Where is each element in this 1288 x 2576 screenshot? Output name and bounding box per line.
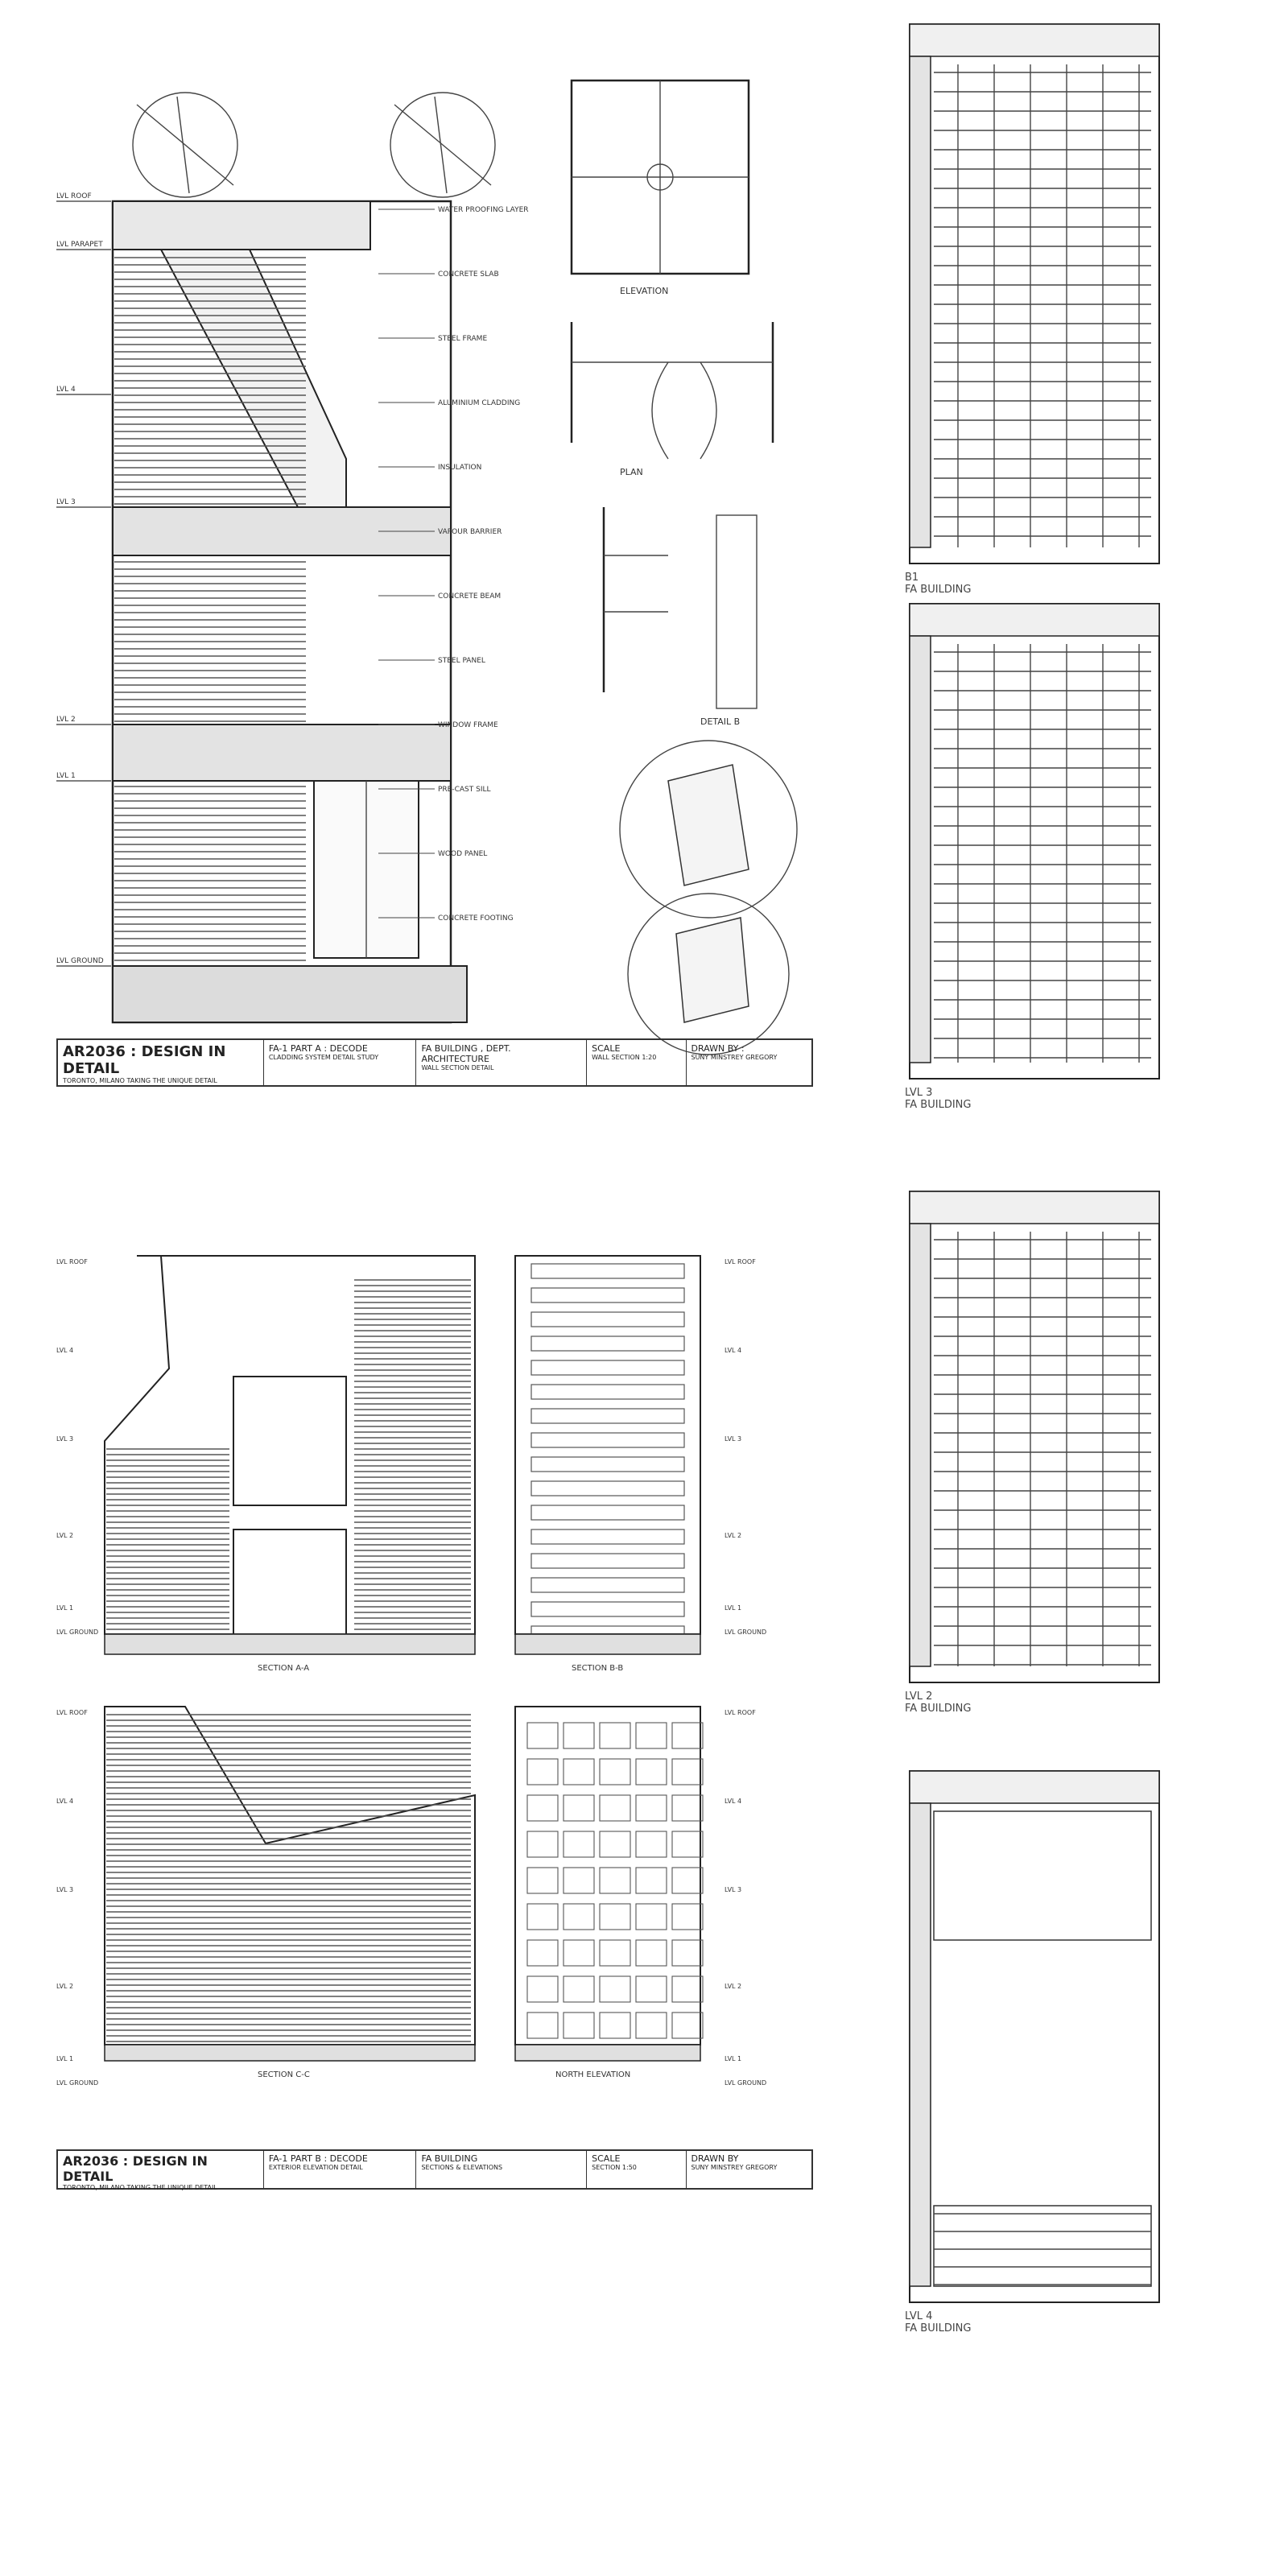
scale-value: WALL SECTION 1:20 bbox=[592, 1054, 657, 1061]
north-elevation-label: NORTH ELEVATION bbox=[555, 2070, 631, 2079]
level-label: LVL GROUND bbox=[56, 1629, 99, 1636]
drawn-by-label: DRAWN BY bbox=[691, 2153, 739, 2164]
building-label: FA BUILDING bbox=[421, 2153, 478, 2164]
level-label: LVL GROUND bbox=[724, 1629, 767, 1636]
panel-lvl2-building: FA BUILDING bbox=[905, 1703, 972, 1715]
scale-cell bbox=[587, 2151, 686, 2188]
panel-lvl2-drawing bbox=[902, 1183, 1167, 1690]
plan-label: PLAN bbox=[620, 467, 643, 477]
level-label: LVL 4 bbox=[56, 1798, 74, 1805]
scale-label: SCALE bbox=[592, 1043, 621, 1054]
level-label: LVL GROUND bbox=[56, 2079, 99, 2087]
part-sublabel: EXTERIOR ELEVATION DETAIL bbox=[268, 2164, 363, 2171]
part-sublabel: CLADDING SYSTEM DETAIL STUDY bbox=[268, 1054, 379, 1061]
title-cell bbox=[58, 2151, 264, 2191]
title-cell bbox=[58, 1040, 264, 1085]
level-label: LVL 3 bbox=[56, 498, 76, 506]
level-label: LVL 1 bbox=[724, 2055, 742, 2062]
level-label: LVL ROOF bbox=[724, 1709, 756, 1716]
scale-cell bbox=[587, 1040, 686, 1085]
level-label: LVL GROUND bbox=[724, 2079, 767, 2087]
sheet-title: AR2036 : DESIGN IN DETAIL bbox=[63, 2153, 208, 2184]
callout-label: ALUMINIUM CLADDING bbox=[438, 399, 521, 407]
building-cell bbox=[416, 2151, 587, 2188]
level-label: LVL 1 bbox=[56, 772, 76, 780]
drawn-by-cell bbox=[687, 1040, 812, 1085]
section-b-drawing bbox=[515, 1256, 700, 1654]
panel-lvl4 bbox=[902, 1763, 1167, 2343]
sheet-title: AR2036 : DESIGN IN DETAIL bbox=[63, 1043, 226, 1077]
plan-detail bbox=[572, 322, 773, 477]
level-label: LVL 4 bbox=[56, 386, 76, 394]
drawn-by-names: SUNY MINSTREY GREGORY bbox=[691, 1054, 778, 1061]
callout-label: VAPOUR BARRIER bbox=[438, 528, 502, 536]
drawn-by-names: SUNY MINSTREY GREGORY bbox=[691, 2164, 778, 2171]
sheet1-title-block bbox=[56, 1038, 813, 1087]
drawn-by-label: DRAWN BY : bbox=[691, 1043, 745, 1054]
level-label: LVL 2 bbox=[56, 1983, 74, 1990]
level-label: LVL GROUND bbox=[56, 957, 104, 965]
building-cell bbox=[416, 1040, 587, 1085]
level-label: LVL 3 bbox=[724, 1435, 742, 1443]
panel-lvl2-level: LVL 2 bbox=[905, 1690, 933, 1703]
door-elevation bbox=[572, 80, 749, 296]
detail-b bbox=[604, 507, 757, 727]
panel-lvl2 bbox=[902, 1183, 1167, 1715]
callout-label: CONCRETE BEAM bbox=[438, 592, 502, 601]
callout-label: WOOD PANEL bbox=[438, 850, 488, 858]
panel-lvl4-level: LVL 4 bbox=[905, 2310, 933, 2322]
level-label: LVL 4 bbox=[56, 1347, 74, 1354]
level-label: LVL 2 bbox=[724, 1983, 742, 1990]
level-label: LVL ROOF bbox=[56, 1258, 88, 1265]
section-a-label: SECTION A-A bbox=[258, 1664, 310, 1673]
building-sublabel: SECTIONS & ELEVATIONS bbox=[421, 2164, 503, 2171]
scale-value: SECTION 1:50 bbox=[592, 2164, 637, 2171]
section-c-label: SECTION C-C bbox=[258, 2070, 310, 2079]
part-label: FA-1 PART B : DECODE bbox=[268, 2153, 368, 2164]
level-label: LVL 4 bbox=[724, 1347, 742, 1354]
level-label: LVL 1 bbox=[56, 2055, 74, 2062]
main-wall-section bbox=[113, 201, 467, 1022]
panel-b1 bbox=[902, 16, 1167, 596]
north-elevation-drawing bbox=[515, 1707, 703, 2061]
level-markers bbox=[56, 192, 111, 966]
panel-b1-drawing bbox=[902, 16, 1167, 572]
callout-label: WINDOW FRAME bbox=[438, 721, 498, 729]
level-label: LVL 4 bbox=[724, 1798, 742, 1805]
callout-label: WATER PROOFING LAYER bbox=[438, 206, 529, 214]
level-label: LVL 1 bbox=[724, 1604, 742, 1612]
level-label: LVL 3 bbox=[56, 1886, 74, 1893]
section-c-drawing bbox=[105, 1707, 475, 2061]
elevation-label: ELEVATION bbox=[620, 286, 669, 296]
part-cell bbox=[264, 1040, 417, 1085]
building-sublabel: WALL SECTION DETAIL bbox=[421, 1064, 494, 1071]
panel-lvl4-drawing bbox=[902, 1763, 1167, 2310]
detail-circle-a bbox=[133, 93, 237, 197]
level-label: LVL ROOF bbox=[56, 192, 92, 200]
panel-lvl3-drawing bbox=[902, 596, 1167, 1087]
callout-label: PRE-CAST SILL bbox=[438, 786, 491, 794]
level-label: LVL 2 bbox=[56, 1532, 74, 1539]
sheet-subtitle: TORONTO, MILANO TAKING THE UNIQUE DETAIL bbox=[63, 2184, 217, 2191]
callout-label: CONCRETE SLAB bbox=[438, 270, 499, 279]
panel-lvl4-building: FA BUILDING bbox=[905, 2322, 972, 2334]
sheet2-title-block bbox=[56, 2149, 813, 2190]
callout-label: CONCRETE FOOTING bbox=[438, 914, 514, 923]
level-label: LVL PARAPET bbox=[56, 241, 103, 249]
panel-lvl3-level: LVL 3 bbox=[905, 1087, 933, 1099]
isometric-detail-1 bbox=[620, 741, 797, 918]
part-label: FA-1 PART A : DECODE bbox=[268, 1043, 368, 1054]
detail-b-label: DETAIL B bbox=[700, 716, 741, 727]
callout-label: STEEL FRAME bbox=[438, 335, 488, 343]
section-b-label: SECTION B-B bbox=[572, 1664, 624, 1673]
building-label: FA BUILDING , DEPT. ARCHITECTURE bbox=[421, 1043, 511, 1064]
panel-b1-building: FA BUILDING bbox=[905, 584, 972, 596]
sections-elevations-sheet bbox=[56, 1232, 813, 2133]
callout-label: STEEL PANEL bbox=[438, 657, 485, 665]
wall-section-detail-sheet bbox=[56, 56, 813, 1071]
level-label: LVL ROOF bbox=[724, 1258, 756, 1265]
part-cell bbox=[264, 2151, 417, 2188]
level-label: LVL 3 bbox=[56, 1435, 74, 1443]
scale-label: SCALE bbox=[592, 2153, 621, 2164]
sheet-subtitle: TORONTO, MILANO TAKING THE UNIQUE DETAIL bbox=[63, 1077, 217, 1084]
callout-label: INSULATION bbox=[438, 464, 482, 472]
level-label: LVL 2 bbox=[724, 1532, 742, 1539]
panel-lvl3 bbox=[902, 596, 1167, 1111]
level-label: LVL 2 bbox=[56, 716, 76, 724]
section-a-drawing bbox=[105, 1256, 475, 1654]
drawn-by-cell bbox=[687, 2151, 812, 2188]
panel-b1-level: B1 bbox=[905, 572, 919, 584]
level-label: LVL ROOF bbox=[56, 1709, 88, 1716]
level-label: LVL 3 bbox=[724, 1886, 742, 1893]
level-label: LVL 1 bbox=[56, 1604, 74, 1612]
detail-circle-b bbox=[390, 93, 495, 197]
panel-lvl3-building: FA BUILDING bbox=[905, 1099, 972, 1111]
